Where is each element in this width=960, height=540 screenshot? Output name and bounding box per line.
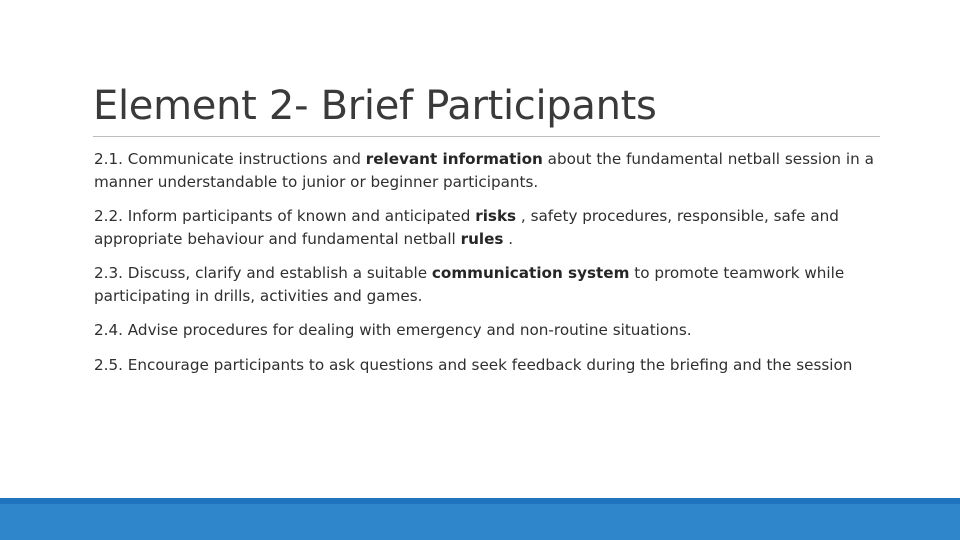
point-text: .	[503, 229, 514, 248]
point-2-5	[94, 354, 884, 377]
point-text: about the fundamental netball session in a manner understandable to junior or beginner participants.	[94, 150, 874, 191]
footer-bar	[0, 498, 960, 540]
point-keyword: relevant information	[365, 150, 543, 168]
point-text: 2.2. Inform participants of known and anticipated	[94, 207, 476, 225]
point-text: to promote teamwork while participating in drills, activities and games.	[94, 264, 845, 305]
point-text: 2.4. Advise procedures for dealing with emergency and non-routine situations.	[94, 321, 692, 339]
point-2-3	[94, 262, 884, 307]
point-text: 2.3. Discuss, clarify and establish a suitable	[94, 264, 432, 282]
point-keyword: rules	[460, 229, 504, 248]
point-keyword: risks	[475, 207, 517, 225]
title-divider	[93, 136, 880, 137]
point-text: 2.5. Encourage participants to ask questions and seek feedback during the briefing and the session	[94, 355, 853, 374]
point-keyword: communication system	[431, 264, 630, 282]
point-2-2	[94, 205, 884, 250]
point-2-1	[94, 148, 884, 193]
point-text: , safety procedures, responsible, safe and appropriate behaviour and fundamental netball	[94, 207, 839, 248]
slide-content	[94, 148, 884, 388]
slide-title: Element 2- Brief Participants	[93, 83, 657, 129]
point-2-4	[94, 319, 884, 342]
point-text: 2.1. Communicate instructions and	[94, 150, 366, 168]
footer-accent-stripe	[0, 498, 960, 504]
